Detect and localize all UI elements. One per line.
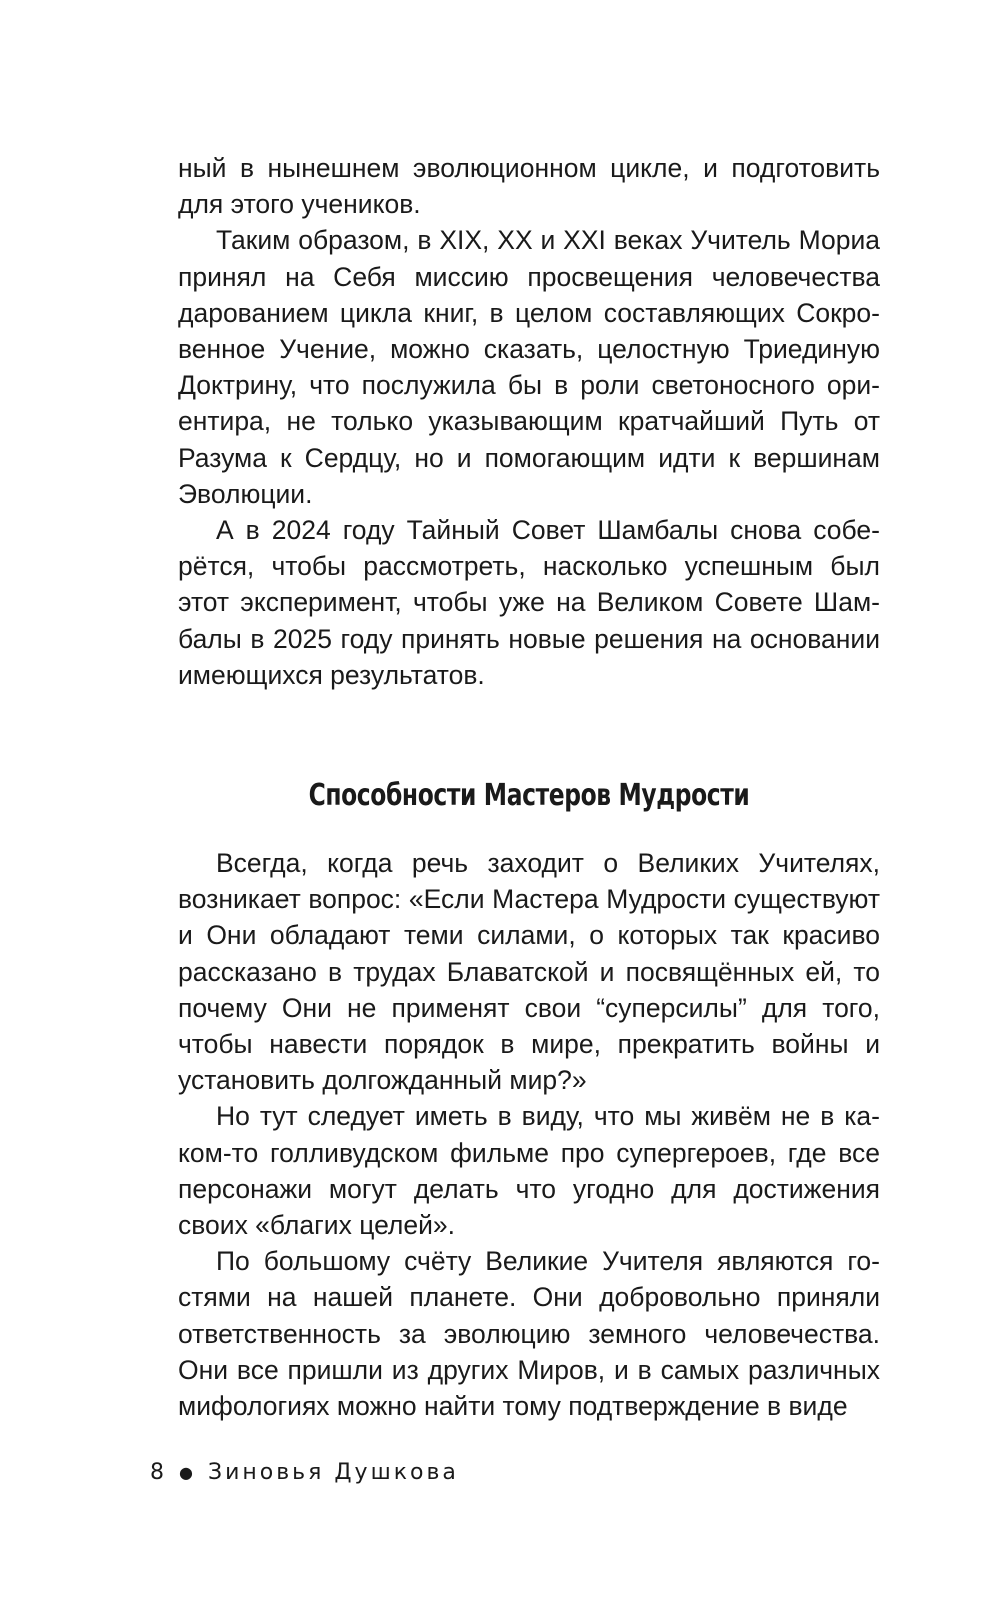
page-body <box>178 150 880 1424</box>
bullet-separator-icon: ● <box>179 1463 196 1482</box>
paragraph: Но тут следует иметь в виду, что мы живём не в каком-то голливудском фильме про супергероев, где все персонажи могут делать что угодно для достижения своих «благих целей». <box>178 1101 880 1241</box>
section-title: Способности Мастеров Мудрости <box>308 778 750 814</box>
paragraph: Всегда, когда речь заходит о Великих Учителях, возникает вопрос: «Если Мастера Мудрости существуют и Они обладают теми силами, о которых так красиво рассказано в трудах Блаватской и посвящённых ей, то почему Они не применят свои “суперсилы” для того, чтобы навести порядок в мире, прекратить войны и установить долгожданный мир?» <box>178 848 880 1096</box>
paragraph: А в 2024 году Тайный Совет Шамбалы снова соберётся, чтобы рассмотреть, насколько успешным был этот эксперимент, чтобы уже на Великом Совете Шамбалы в 2025 году принять новые решения на основании имеющихся результатов. <box>178 515 880 690</box>
paragraph: Таким образом, в XIX, XX и XXI веках Учитель Мориа принял на Себя миссию просвещения человечества дарованием цикла книг, в целом составляющих Сокровенное Учение, можно сказать, целостную Триединую Доктрину, что послужила бы в роли светоносного ориентира, не только указывающим кратчайший Путь от Разума к Сердцу, но и помогающим идти к вершинам Эволюции. <box>178 225 880 509</box>
paragraph: По большому счёту Великие Учителя являются гостями на нашей планете. Они добровольно приняли ответственность за эволюцию земного человечества. Они все пришли из других Миров, и в самых различных мифологиях можно найти тому подтверждение в виде <box>178 1246 880 1422</box>
page-number: 8 <box>150 1460 167 1485</box>
page-footer <box>150 1460 459 1485</box>
section-body <box>178 845 880 1424</box>
paragraph-continuation: ный в нынешнем эволюционном цикле, и подготовить для этого учеников. <box>178 153 880 220</box>
author-name: Зиновья Душкова <box>207 1460 459 1485</box>
